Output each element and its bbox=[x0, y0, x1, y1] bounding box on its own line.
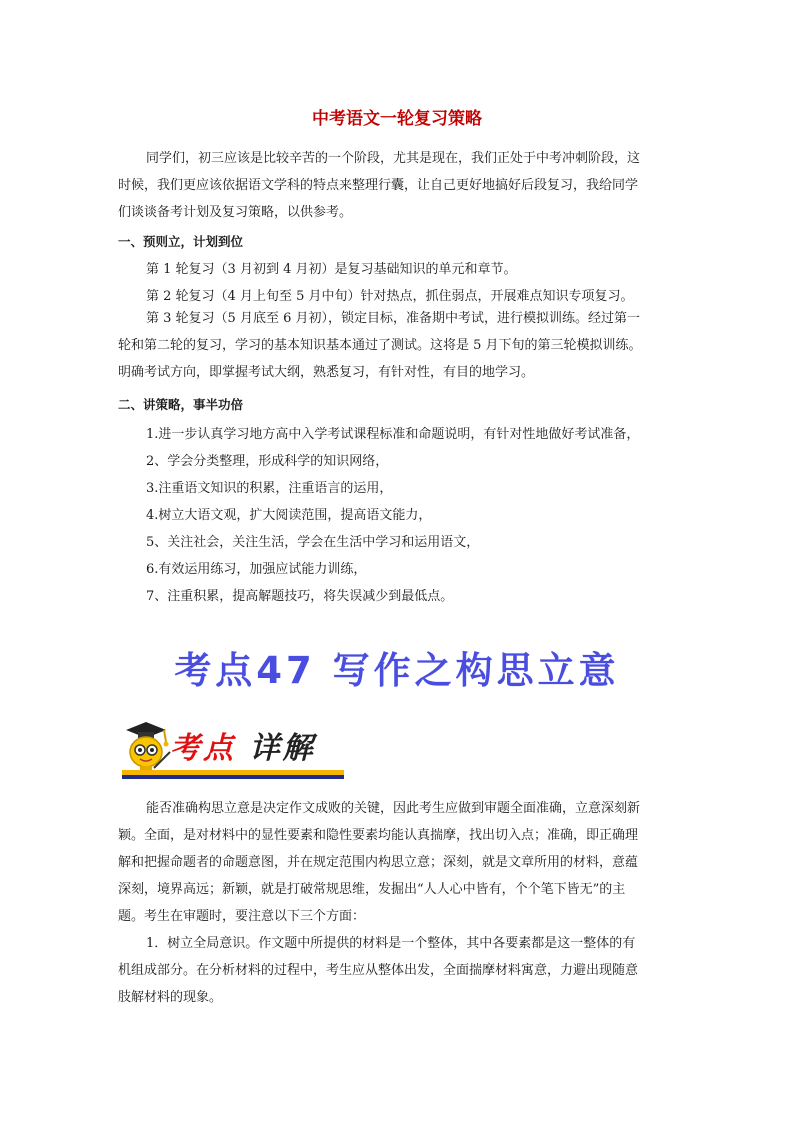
topic-title: 考点47 写作之构思立意 bbox=[174, 649, 620, 692]
list-item: 7、注重积累，提高解题技巧，将失误减少到最低点。 bbox=[146, 589, 454, 604]
list-item: 5、关注社会，关注生活，学会在生活中学习和运用语文， bbox=[146, 535, 480, 550]
badge-label-part2: 详解 bbox=[249, 731, 316, 766]
point1-paragraph bbox=[118, 930, 684, 1011]
list-item: 6.有效运用练习，加强应试能力训练， bbox=[146, 562, 367, 577]
text-line: 时候，我们更应该依据语文学科的特点来整理行囊，让自己更好地搞好后段复习，我给同学 bbox=[118, 178, 639, 193]
detail-paragraph bbox=[118, 795, 684, 930]
text-line: 第 3 轮复习（5 月底至 6 月初），锁定目标，准备期中考试，进行模拟训练。经过第一 bbox=[146, 311, 640, 326]
text-line: 明确考试方向，即掌握考试大纲，熟悉复习，有针对性，有目的地学习。 bbox=[118, 365, 535, 380]
list-item: 2、学会分类整理，形成科学的知识网络， bbox=[146, 454, 389, 469]
text-line: 肢解材料的现象。 bbox=[118, 990, 223, 1005]
text-line: 1．树立全局意识。作文题中所提供的材料是一个整体，其中各要素都是这一整体的有 bbox=[146, 936, 636, 951]
list-item: 4.树立大语文观，扩大阅读范围，提高语文能力， bbox=[146, 508, 432, 523]
text-line: 机组成部分。在分析材料的过程中，考生应从整体出发，全面揣摩材料寓意，力避出现随意 bbox=[118, 963, 639, 978]
list-item: 1.进一步认真学习地方高中入学考试课程标准和命题说明，有针对性地做好考试准备， bbox=[146, 427, 640, 442]
text-line: 题。考生在审题时，要注意以下三个方面： bbox=[118, 909, 366, 924]
text-line: 们谈谈备考计划及复习策略，以供参考。 bbox=[118, 205, 353, 220]
badge-label-part1: 考点 bbox=[170, 731, 236, 766]
text-line: 同学们，初三应该是比较辛苦的一个阶段，尤其是现在，我们正处于中考冲刺阶段，这 bbox=[146, 151, 641, 166]
section-heading-1: 一、预则立，计划到位 bbox=[118, 234, 244, 249]
intro-paragraph bbox=[118, 145, 684, 226]
list-item: 第 1 轮复习（3 月初到 4 月初）是复习基础知识的单元和章节。 bbox=[146, 262, 517, 277]
section-heading-2: 二、讲策略，事半功倍 bbox=[118, 397, 244, 412]
text-line: 颖。全面，是对材料中的显性要素和隐性要素均能认真揣摩，找出切入点；准确，即正确理 bbox=[118, 828, 639, 843]
section1-paragraph bbox=[118, 305, 684, 386]
page-title: 中考语文一轮复习策略 bbox=[312, 109, 482, 129]
list-item: 第 2 轮复习（4 月上旬至 5 月中旬）针对热点，抓住弱点，开展难点知识专项复习。 bbox=[146, 289, 634, 304]
text-line: 能否准确构思立意是决定作文成败的关键，因此考生应做到审题全面准确，立意深刻新 bbox=[146, 801, 641, 816]
badge-underline-blue bbox=[122, 775, 344, 779]
text-line: 深刻，境界高远；新颖，就是打破常规思维，发掘出“人人心中皆有，个个笔下皆无”的主 bbox=[118, 882, 626, 897]
text-line: 解和把握命题者的命题意图，并在规定范围内构思立意；深刻，就是文章所用的材料，意蕴 bbox=[118, 855, 639, 870]
text-line: 轮和第二轮的复习，学习的基本知识基本通过了测试。这将是 5 月下旬的第三轮模拟训练。 bbox=[118, 338, 642, 353]
list-item: 3.注重语文知识的积累，注重语言的运用， bbox=[146, 481, 393, 496]
badge-label bbox=[170, 723, 315, 767]
